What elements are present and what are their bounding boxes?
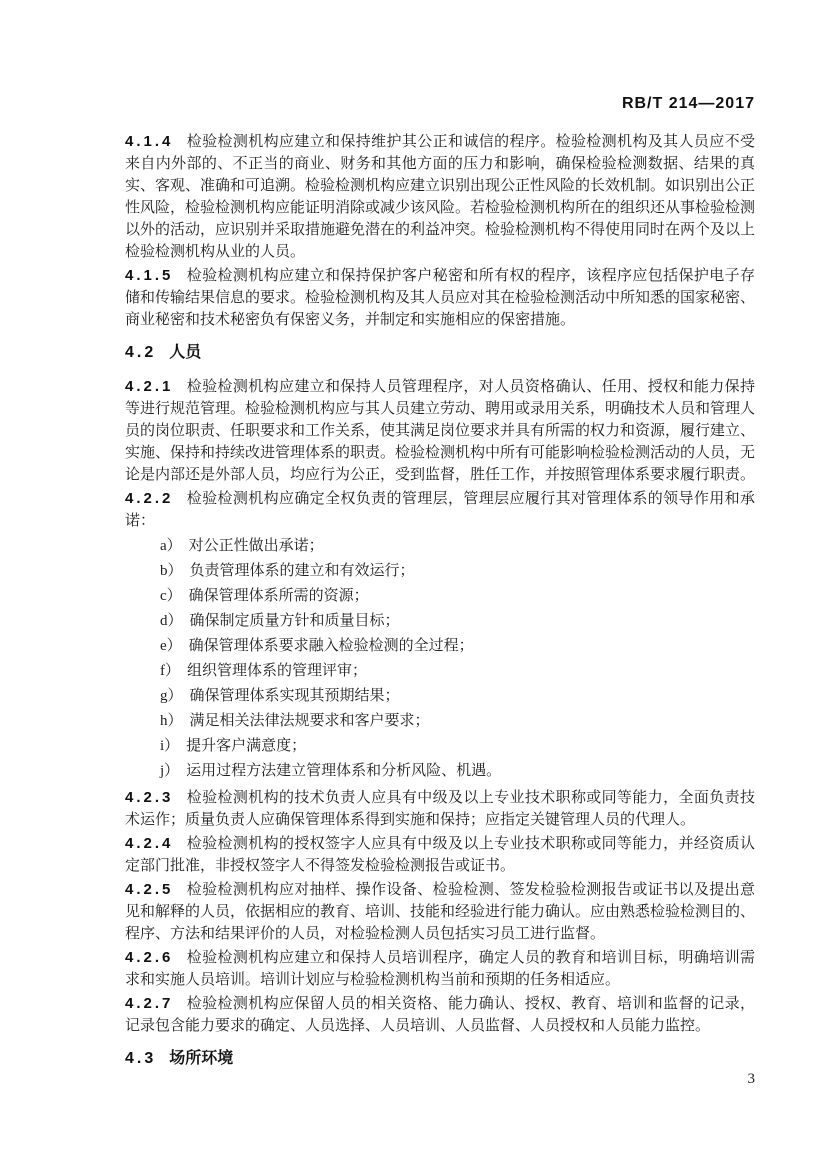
list-item-h (160, 709, 755, 734)
list-item-label-h: h） (160, 713, 183, 729)
clause-4-1-4 (125, 131, 755, 263)
list-item-i (160, 734, 755, 759)
clause-4-2-5 (125, 879, 755, 945)
clause-number-4-1-5: 4.1.5 (125, 267, 174, 284)
section-title-4-2: 人员 (169, 344, 202, 361)
list-item-label-a: a） (160, 538, 182, 554)
clause-text-4-2-6: 检验检测机构应建立和保持人员培训程序，确定人员的教育和培训目标，明确培训需求和实施人员培训。培训计划应与检验检测机构当前和预期的任务相适应。 (125, 950, 755, 988)
list-item-text-f: 组织管理体系的管理评审； (187, 663, 368, 679)
list-item-g (160, 684, 755, 709)
clause-text-4-2-2: 检验检测机构应确定全权负责的管理层，管理层应履行其对管理体系的领导作用和承诺： (125, 491, 755, 529)
list-item-c (160, 584, 755, 609)
list-item-text-i: 提升客户满意度； (186, 738, 307, 754)
clause-number-4-2-1: 4.2.1 (125, 378, 174, 395)
clause-text-4-2-5: 检验检测机构应对抽样、操作设备、检验检测、签发检验检测报告或证书以及提出意见和解释的人员，依据相应的教育、培训、技能和经验进行能力确认。应由熟悉检验检测目的、程序、方法和结果评价的人员，对检验检测人员包括实习员工进行监督。 (125, 882, 756, 942)
page-number: 3 (747, 1071, 755, 1087)
clause-4-2-1 (125, 376, 755, 486)
clause-number-4-2-2: 4.2.2 (125, 490, 174, 507)
clause-text-4-2-3: 检验检测机构的技术负责人应具有中级及以上专业技术职称或同等能力，全面负责技术运作；质量负责人应确保管理体系得到实施和保持；应指定关键管理人员的代理人。 (125, 790, 755, 828)
list-item-label-f: f） (160, 663, 180, 679)
list-item-a (160, 534, 755, 559)
list-item-label-d: d） (160, 613, 183, 629)
clause-4-2-4 (125, 833, 755, 877)
document-body (125, 131, 755, 1082)
list-item-text-h: 满足相关法律法规要求和客户要求； (189, 713, 430, 729)
clause-number-4-2-4: 4.2.4 (125, 835, 174, 852)
clause-4-2-7 (125, 993, 755, 1037)
list-item-text-e: 确保管理体系要求融入检验检测的全过程； (188, 638, 474, 654)
clause-text-4-2-1: 检验检测机构应建立和保持人员管理程序，对人员资格确认、任用、授权和能力保持等进行规范管理。检验检测机构应与其人员建立劳动、聘用或录用关系，明确技术人员和管理人员的岗位职责、任职要求和工作关系，使其满足岗位要求并具有所需的权力和资源，履行建立、实施、保持和持续改进管理体系的职责。检验检测机构中所有可能影响检验检测活动的人员，无论是内部还是外部人员，均应行为公正，受到监督，胜任工作，并按照管理体系要求履行职责。 (125, 379, 756, 483)
clause-text-4-1-4: 检验检测机构应建立和保持维护其公正和诚信的程序。检验检测机构及其人员应不受来自内外部的、不正当的商业、财务和其他方面的压力和影响，确保检验检测数据、结果的真实、客观、准确和可追溯。检验检测机构应建立识别出现公正性风险的长效机制。如识别出公正性风险，检验检测机构应能证明消除或减少该风险。若检验检测机构所在的组织还从事检验检测以外的活动，应识别并采取措施避免潜在的利益冲突。检验检测机构不得使用同时在两个及以上检验检测机构从业的人员。 (125, 134, 756, 260)
list-item-text-j: 运用过程方法建立管理体系和分析风险、机遇。 (186, 763, 502, 779)
section-heading-4-2 (125, 343, 755, 363)
clause-number-4-2-3: 4.2.3 (125, 789, 174, 806)
clause-text-4-2-4: 检验检测机构的授权签字人应具有中级及以上专业技术职称或同等能力，并经资质认定部门批准，非授权签字人不得签发检验检测报告或证书。 (125, 836, 755, 874)
list-item-text-g: 确保管理体系实现其预期结果； (189, 688, 400, 704)
section-title-4-3: 场所环境 (169, 1050, 234, 1067)
clause-4-2-3 (125, 787, 755, 831)
list-item-b (160, 559, 755, 584)
list-item-label-c: c） (160, 588, 182, 604)
list-item-label-g: g） (160, 688, 183, 704)
list-item-label-i: i） (160, 738, 180, 754)
list-item-e (160, 634, 755, 659)
section-heading-4-3 (125, 1049, 755, 1069)
list-item-f (160, 659, 755, 684)
list-item-text-b: 负责管理体系的建立和有效运行； (189, 563, 415, 579)
clause-4-2-2 (125, 488, 755, 532)
list-item-label-e: e） (160, 638, 182, 654)
list-item-text-a: 对公正性做出承诺； (188, 538, 324, 554)
list-item-d (160, 609, 755, 634)
list-item-text-d: 确保制定质量方针和质量目标； (189, 613, 400, 629)
clause-4-2-2-list (125, 534, 755, 784)
clause-text-4-1-5: 检验检测机构应建立和保持保护客户秘密和所有权的程序，该程序应包括保护电子存储和传输结果信息的要求。检验检测机构及其人员应对其在检验检测活动中所知悉的国家秘密、商业秘密和技术秘密负有保密义务，并制定和实施相应的保密措施。 (125, 268, 756, 328)
clause-number-4-2-7: 4.2.7 (125, 995, 174, 1012)
section-number-4-2: 4.2 (125, 344, 157, 361)
standard-code-header: RB/T 214—2017 (621, 95, 755, 112)
list-item-label-j: j） (160, 763, 180, 779)
section-number-4-3: 4.3 (125, 1050, 157, 1067)
list-item-label-b: b） (160, 563, 183, 579)
clause-text-4-2-7: 检验检测机构应保留人员的相关资格、能力确认、授权、教育、培训和监督的记录，记录包含能力要求的确定、人员选择、人员培训、人员监督、人员授权和人员能力监控。 (125, 996, 755, 1034)
list-item-text-c: 确保管理体系所需的资源； (188, 588, 369, 604)
list-item-j (160, 759, 755, 784)
clause-4-1-5 (125, 265, 755, 331)
clause-number-4-2-6: 4.2.6 (125, 949, 174, 966)
clause-number-4-1-4: 4.1.4 (125, 133, 174, 150)
clause-4-2-6 (125, 947, 755, 991)
clause-number-4-2-5: 4.2.5 (125, 881, 174, 898)
